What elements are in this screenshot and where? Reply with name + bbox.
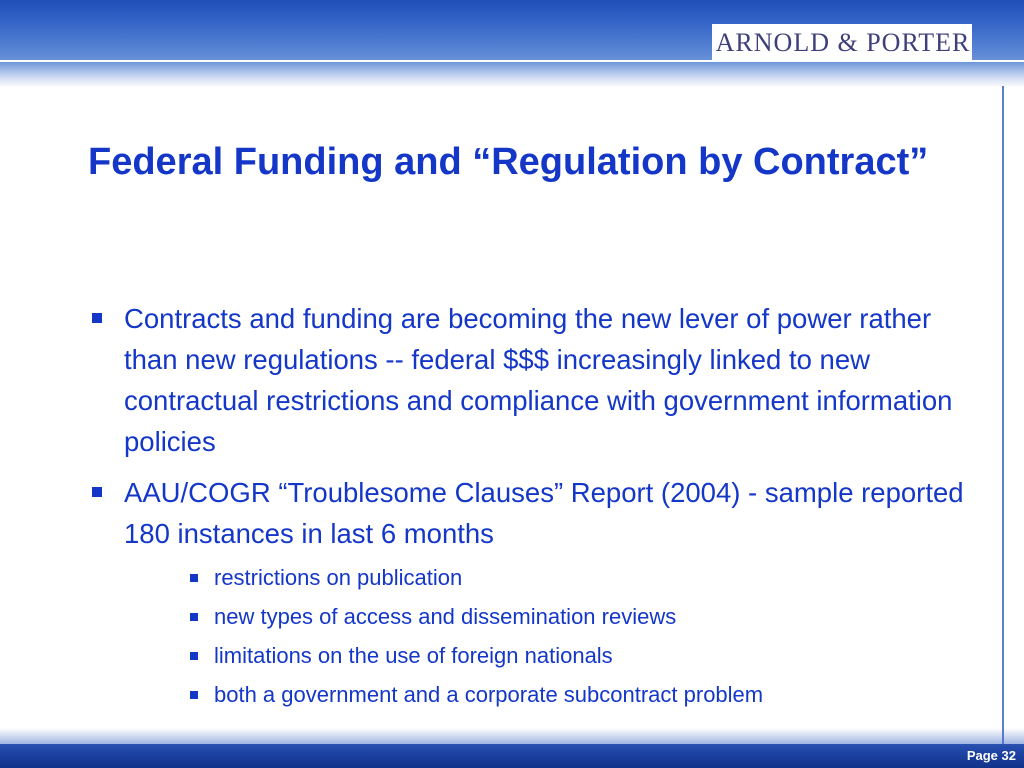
sub-bullet-item [188,681,968,709]
bullet-text: AAU/COGR “Troublesome Clauses” Report (2004) - sample reported 180 instances in last 6 months [124,477,964,549]
square-bullet-icon [190,691,198,699]
square-bullet-icon [190,574,198,582]
square-bullet-icon [92,313,102,323]
sub-bullet-text: restrictions on publication [214,565,463,590]
footer-fade [0,728,1024,744]
header-fade [0,62,1024,86]
sub-bullet-text: new types of access and dissemination reviews [214,604,677,629]
logo-text: ARNOLD & PORTER [715,28,971,57]
square-bullet-icon [190,652,198,660]
sub-bullet-item [188,603,968,631]
sub-bullet-item [188,642,968,670]
logo [712,24,972,60]
footer-bar [0,744,1024,768]
bullet-item [88,472,968,554]
page-number: Page 32 [966,748,1016,763]
bullet-item [88,298,968,462]
sub-bullet-text: both a government and a corporate subcontract problem [214,682,764,707]
sub-bullet-list [188,564,968,720]
header-banner [0,0,1024,86]
square-bullet-icon [190,613,198,621]
bullet-list [88,298,968,564]
slide-title: Federal Funding and “Regulation by Contract” [88,141,929,183]
square-bullet-icon [92,487,102,497]
sub-bullet-text: limitations on the use of foreign nationals [214,643,613,668]
right-rule [1002,86,1004,746]
bullet-text: Contracts and funding are becoming the new lever of power rather than new regulations -- federal $$$ increasingly linked to new contractual restrictions and compliance with government information policies [124,303,953,457]
sub-bullet-item [188,564,968,592]
